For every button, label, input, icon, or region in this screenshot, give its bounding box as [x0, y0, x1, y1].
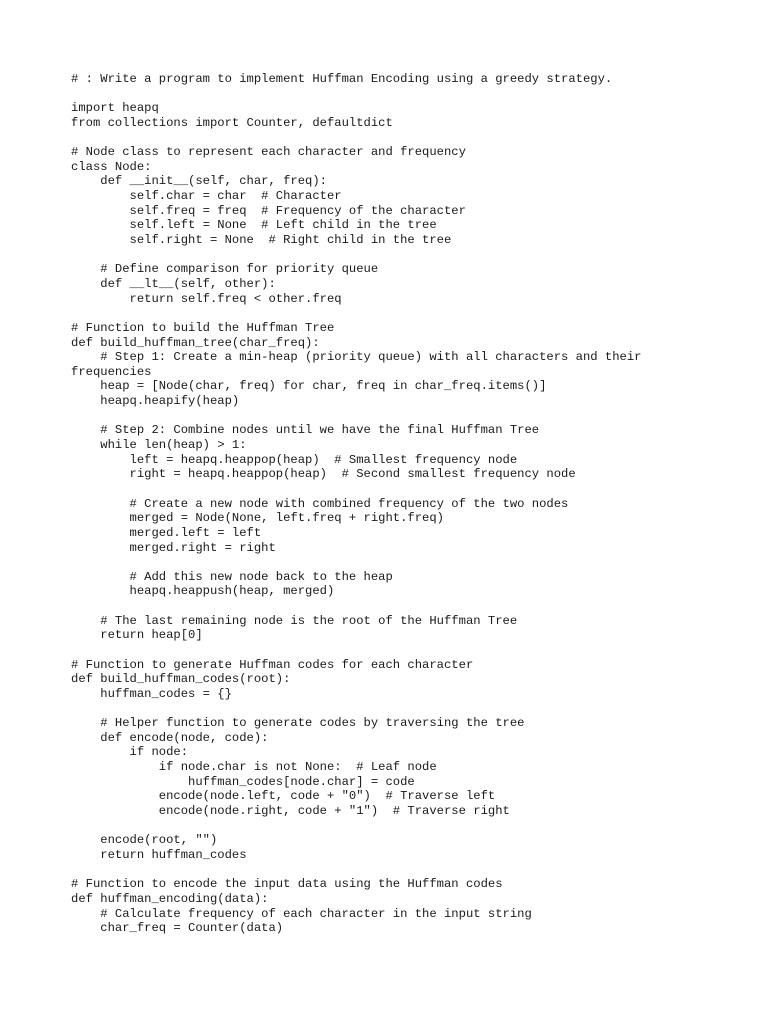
- code-line: [71, 409, 751, 424]
- code-line: # Calculate frequency of each character in the input string: [71, 906, 532, 921]
- code-line: huffman_codes = {}: [71, 686, 232, 701]
- code-line: def __init__(self, char, freq):: [71, 174, 327, 189]
- code-line: from collections import Counter, defaultdict: [71, 115, 393, 130]
- code-line: merged.right = right: [71, 540, 276, 555]
- code-line: def __lt__(self, other):: [71, 276, 276, 291]
- code-line: encode(node.left, code + "0") # Traverse left: [71, 789, 496, 804]
- code-line: self.freq = freq # Frequency of the character: [71, 203, 466, 218]
- code-line: def encode(node, code):: [71, 730, 269, 745]
- code-line: # : Write a program to implement Huffman Encoding using a greedy strategy.: [71, 72, 613, 86]
- code-line: # Function to generate Huffman codes for each character: [71, 657, 474, 672]
- code-line: import heapq: [71, 101, 159, 116]
- code-line: self.left = None # Left child in the tree: [71, 218, 437, 233]
- code-line: while len(heap) > 1:: [71, 438, 247, 453]
- code-line: # Step 2: Combine nodes until we have the final Huffman Tree: [71, 423, 540, 438]
- code-line: [71, 482, 751, 497]
- code-line: # Create a new node with combined frequency of the two nodes: [71, 496, 569, 511]
- code-line: encode(node.right, code + "1") # Traverse right: [71, 804, 510, 819]
- code-line: right = heapq.heappop(heap) # Second smallest frequency node: [71, 467, 576, 482]
- code-listing: [71, 72, 751, 936]
- code-line: merged = Node(None, left.freq + right.freq): [71, 511, 444, 526]
- code-line: [71, 306, 751, 321]
- code-line: huffman_codes[node.char] = code: [71, 774, 415, 789]
- code-line: char_freq = Counter(data): [71, 921, 284, 936]
- code-line: # Helper function to generate codes by traversing the tree: [71, 716, 525, 731]
- code-line: # Define comparison for priority queue: [71, 262, 379, 277]
- code-line: return huffman_codes: [71, 847, 247, 862]
- code-line: left = heapq.heappop(heap) # Smallest frequency node: [71, 452, 518, 467]
- code-line: [71, 248, 751, 263]
- code-line: [71, 131, 751, 146]
- code-line: # Step 1: Create a min-heap (priority queue) with all characters and their: [71, 350, 642, 365]
- code-line: return self.freq < other.freq: [71, 291, 342, 306]
- code-line: [71, 555, 751, 570]
- code-line: self.right = None # Right child in the tree: [71, 233, 452, 248]
- code-line: # Add this new node back to the heap: [71, 569, 393, 584]
- code-line: heap = [Node(char, freq) for char, freq in char_freq.items()]: [71, 379, 547, 394]
- code-line: def build_huffman_tree(char_freq):: [71, 335, 320, 350]
- code-line: [71, 599, 751, 614]
- code-line: heapq.heappush(heap, merged): [71, 584, 335, 599]
- code-line: heapq.heapify(heap): [71, 394, 240, 409]
- code-line: def huffman_encoding(data):: [71, 891, 269, 906]
- code-line: return heap[0]: [71, 628, 203, 643]
- code-line: [71, 87, 751, 102]
- code-line: # Node class to represent each character and frequency: [71, 145, 466, 160]
- code-line: # Function to build the Huffman Tree: [71, 320, 335, 335]
- code-line: # The last remaining node is the root of the Huffman Tree: [71, 613, 518, 628]
- code-line: [71, 702, 751, 717]
- code-line: if node.char is not None: # Leaf node: [71, 760, 437, 775]
- code-line: [71, 643, 751, 658]
- code-line: [71, 819, 751, 834]
- code-line: self.char = char # Character: [71, 189, 342, 204]
- code-line: frequencies: [71, 364, 152, 379]
- code-line: # Function to encode the input data using the Huffman codes: [71, 877, 503, 892]
- code-line: def build_huffman_codes(root):: [71, 672, 291, 687]
- code-line: class Node:: [71, 159, 152, 174]
- code-line: encode(root, ""): [71, 833, 218, 848]
- code-line: if node:: [71, 745, 189, 760]
- code-line: [71, 863, 751, 878]
- code-line: merged.left = left: [71, 525, 262, 540]
